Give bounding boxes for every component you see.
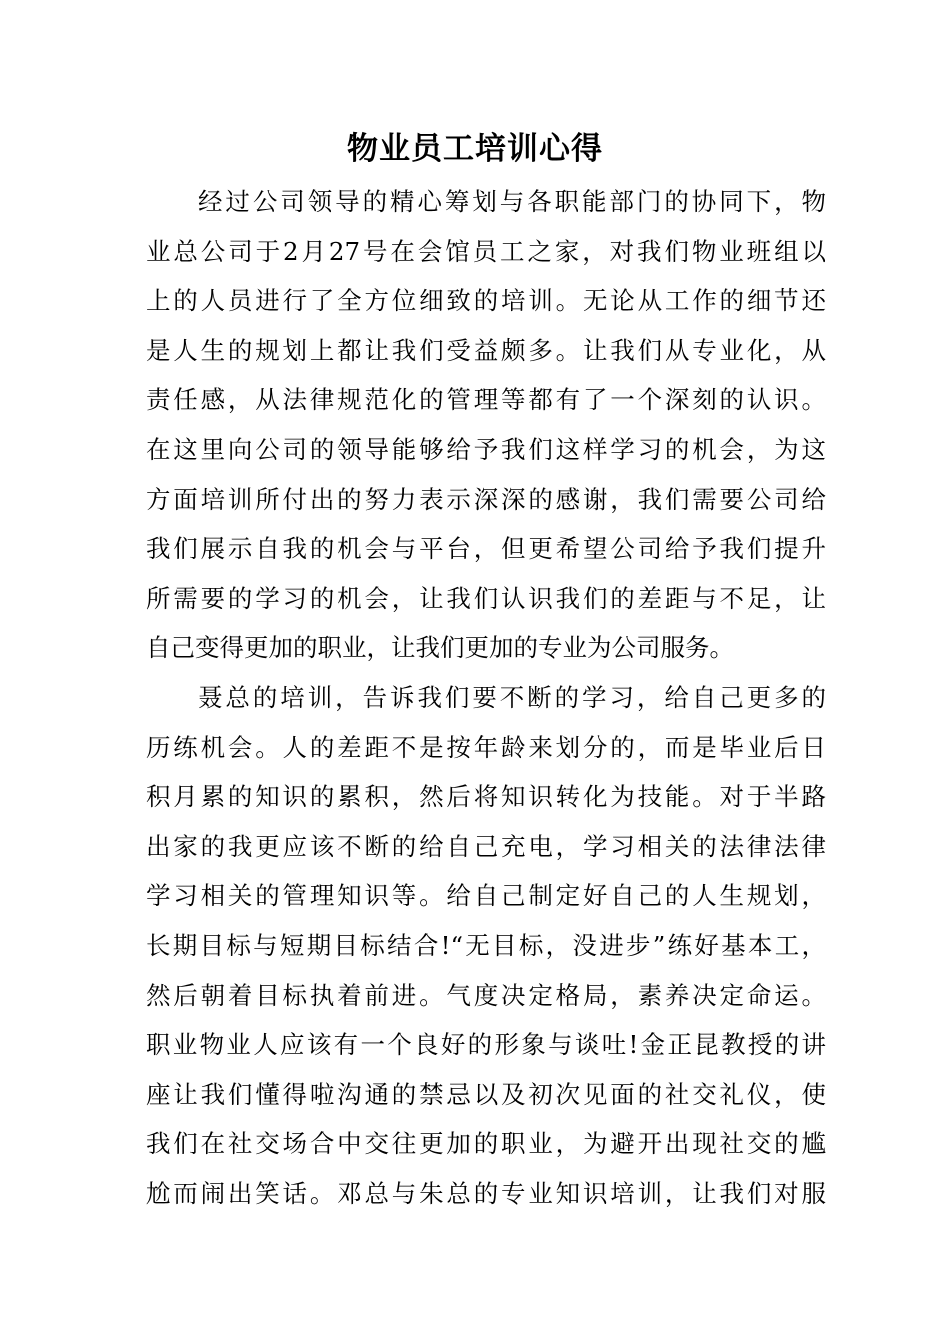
- text-line: 我们展示自我的机会与平台，但更希望公司给予我们提升: [146, 534, 826, 564]
- text-line: 积月累的知识的累积，然后将知识转化为技能。对于半路: [146, 782, 826, 812]
- text-line: 业总公司于2月27号在会馆员工之家，对我们物业班组以: [146, 236, 826, 266]
- text-line: 经过公司领导的精心筹划与各职能部门的协同下，物: [198, 187, 826, 216]
- text-line: 学习相关的管理知识等。给自己制定好自己的人生规划，: [146, 881, 826, 911]
- text-line: 尬而闹出笑话。邓总与朱总的专业知识培训，让我们对服: [146, 1178, 826, 1208]
- text-line: 是人生的规划上都让我们受益颇多。让我们从专业化，从: [146, 335, 826, 365]
- document-title: 物业员工培训心得: [347, 131, 603, 167]
- text-line: 然后朝着目标执着前进。气度决定格局，素养决定命运。: [146, 980, 826, 1010]
- text-line: 责任感，从法律规范化的管理等都有了一个深刻的认识。: [146, 385, 826, 415]
- document-body: [146, 177, 826, 1218]
- text-line: 所需要的学习的机会，让我们认识我们的差距与不足，让: [146, 583, 826, 613]
- text-line: 出家的我更应该不断的给自己充电，学习相关的法律法律: [146, 831, 826, 861]
- text-line: 历练机会。人的差距不是按年龄来划分的，而是毕业后日: [146, 732, 826, 762]
- text-line: 自己变得更加的职业，让我们更加的专业为公司服务。: [146, 633, 734, 663]
- text-line: 我们在社交场合中交往更加的职业，为避开出现社交的尴: [146, 1129, 826, 1159]
- paragraph-1: [146, 177, 826, 673]
- text-line: 在这里向公司的领导能够给予我们这样学习的机会，为这: [146, 434, 826, 464]
- paragraph-2: [146, 673, 826, 1219]
- text-line: 长期目标与短期目标结合!“无目标，没进步”练好基本工，: [146, 930, 826, 960]
- text-line: 上的人员进行了全方位细致的培训。无论从工作的细节还: [146, 286, 826, 316]
- text-line: 方面培训所付出的努力表示深深的感谢，我们需要公司给: [146, 484, 826, 514]
- text-line: 聂总的培训，告诉我们要不断的学习，给自己更多的: [198, 682, 826, 712]
- text-line: 座让我们懂得啦沟通的禁忌以及初次见面的社交礼仪，使: [146, 1079, 826, 1109]
- text-line: 职业物业人应该有一个良好的形象与谈吐!金正昆教授的讲: [146, 1030, 826, 1060]
